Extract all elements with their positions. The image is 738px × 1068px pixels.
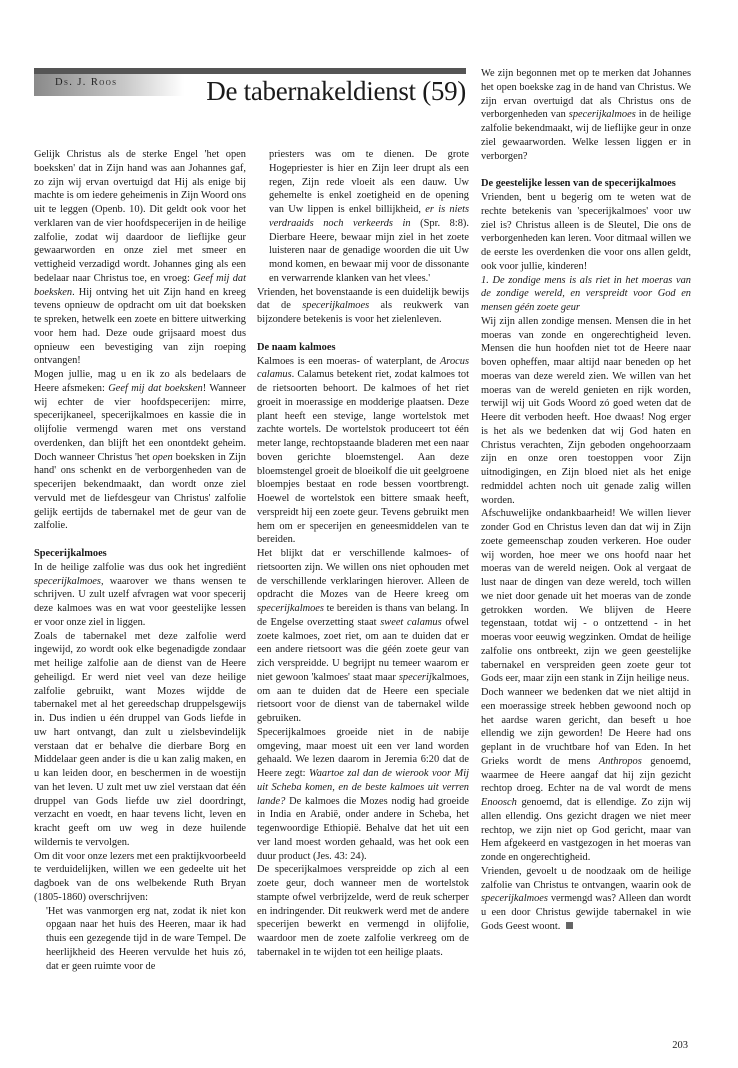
article-title <box>155 78 466 105</box>
quote: priesters was om te dienen. De grote Hogepriester is hier en Zijn leer drupt als een regen, Zijn rede vloeit als een dauw. Uw gehemelte is enkel zoetigheid en de opening van Uw lippen is enkel billijkheid, er is niets verdraaids noch verkeerds in (Spr. 8:8). Dierbare Heere, bewaar mijn ziel in het zoete luisteren naar de genadige woorden die uit Uw mond komen, en bewaar mij voor de dissonante en verwarrende klanken van het vlees.' <box>269 149 470 284</box>
page-number: 203 <box>672 1040 688 1051</box>
paragraph: Specerijkalmoes groeide niet in de nabije omgeving, maar moest uit een ver land worden gehaald. We lezen daarom in Jeremia 6:20 dat de Heere zegt: Waartoe zal dan de wierook voor Mij uit Scheba komen, en de beste kalmoes uit verren lande? De kalmoes die Mozes nodig had groeide in India en Arabië, onder andere in Scheba, het tegenwoordige Ethiopië. Behalve dat het uit een ver land moest worden gehaald, was het ook een duur product (Jes. 43: 24). <box>257 726 469 862</box>
paragraph: Vrienden, het bovenstaande is een duidelijk bewijs dat de specerijkalmoes als reukwerk van bijzondere betekenis is voor het zielenleven. <box>257 286 469 325</box>
column-2 <box>257 148 469 960</box>
paragraph: Mogen jullie, mag u en ik zo als bedelaars de Heere afsmeken: Geef mij dat boeksken! Wanneer wij echter de vier hoofdspecerijen: mirre, specerijkaneel, specerijkalmoes en kassie die in olijfolie vermengd waren met ons verstand overdenken, dan blijft het een onontdekt geheim. Doch wanneer Christus 'het open boeksken in Zijn hand' ons schenkt en de verborgenheden van de specerijen bekendmaakt, dan wordt onze ziel vervuld met de liefdesgeur van Christus' zalfolie gelijk eertijds de tabernakel met de geur van de zalfolie. <box>34 369 247 532</box>
paragraph: De specerijkalmoes verspreidde op zich al een zoete geur, doch wanneer men de wortelstok stampte ofwel verbrijzelde, werd de reuk scherper en indringender. Dit reukwerk werd met de andere specerijen bewerkt en vermengd in olijfolie, waardoor men de zoete zalfolie verkreeg om de tabernakel in te wijden tot een heilige plaats. <box>257 864 469 958</box>
section-heading: De geestelijke lessen van de specerijkalmoes <box>481 178 676 190</box>
paragraph: We zijn begonnen met op te merken dat Johannes het open boekske zag in de hand van Christus. We zijn ervan overtuigd dat als Christus ons de verborgenheden van specerijkalmoes in de heilige zalfolie bekendmaakt, wij de lieflijke geur in onze ziel gewaarworden. Welke lessen liggen er in verborgen? <box>481 68 691 162</box>
title-text: De tabernakeldienst <box>206 76 416 106</box>
end-of-article-square-icon <box>566 922 573 929</box>
paragraph: Zoals de tabernakel met deze zalfolie werd ingewijd, zo wordt ook elke begenadigde zondaar met heilige zalfolie aan de dienst van de Heere geheiligd. Er werd niet veel van deze heilige zalfolie gebruikt, want Mozes wijdde de tabernakel met al het gereedschap druppelsgewijs in. Dus indien u één druppel van Gods liefde in uw hart ontvangt, dan zult u zielsbevindelijk verstaan dat er behalve die dierbare Borg en Middelaar geen ander is die u kan zalig maken, en u kan leiden door, en beschermen in de woestijn van het leven. U zult met uw ziel verstaan dat één druppel van Gods liefde uw ziel doordringt, verzacht en voedt, en haar tevens licht, leven en kracht geeft om uw weg in deze huilende wildernis te vervolgen. <box>34 630 246 848</box>
paragraph: Kalmoes is een moeras- of waterplant, de Arocus calamus. Calamus betekent riet, zodat kalmoes tot de rietsoorten behoort. De kalmoes of het riet groeit in moerassige en modderige plaatsen. Deze plant heeft een stevige, lange wortelstok met zachte wortels. De wortelstok produceert tot één meter lange, rechtopstaande bladeren met een naar boven gerichte bloemstengel. Aan deze bloemstengel groeit de bloeikolf die uit geelgroene bloempjes bestaat en rode bessen voortbrengt. Hoewel de wortelstok een bittere smaak heeft, verspreidt hij een zoete geur. Tevens gebruikt men hem om er specerijen en geneesmiddelen van te bereiden. <box>257 355 469 546</box>
paragraph: Het blijkt dat er verschillende kalmoes- of rietsoorten zijn. We willen ons niet ophouden met de verschillende verklaringen hierover. Alleen de opdracht die Mozes van de Heere kreeg om specerijkalmoes te bereiden is thans van belang. In de Engelse overzetting staat sweet calamus ofwel zoete kalmoes, zoet riet, om aan te duiden dat er een andere rietsoort was die géén zoete geur van zich verspreidde. U begrijpt nu temeer waarom er niet gewoon 'kalmoes' staat maar specerijkalmoes, om aan te duiden dat de Heere een speciale rietsoort voor de dienst van de tabernakel wilde gebruiken. <box>257 548 469 724</box>
paragraph: Gelijk Christus als de sterke Engel 'het open boeksken' dat in Zijn hand was aan Johannes gaf, zo zijn wij ervan overtuigd dat Hij als enige bij machte is om iedere geheimenis in Zijn Woord ons uit te leggen (Openb. 10). Dit geldt ook voor het verklaren van de vier hoofdspecerijen in de heilige zalfolie, zodat wij daardoor de lieflijke geur gewaarworden en onze ziel met smeer en vettigheid verzadigd wordt. Johannes ging als een bedelaar naar Christus toe, en vroeg: Geef mij dat boeksken. Hij ontving het uit Zijn hand en kreeg tevens opnieuw de opdracht om uit dat boeksken te spreken, hetwelk een zoete en bittere uitwerking voor hem had. Deze oude grijsaard moest dus opnieuw een bevestiging van zijn roeping ontvangen! <box>34 149 246 367</box>
paragraph: Om dit voor onze lezers met een praktijkvoorbeeld te verduidelijken, willen we een gedeelte uit het dagboek van de ons welbekende Ruth Bryan (1805-1860) overschrijven: <box>34 850 246 903</box>
section-heading: De naam kalmoes <box>257 341 336 353</box>
paragraph: Doch wanneer we bedenken dat we niet altijd in een moerassige streek hebben gewoond noch op het aardse waren gericht, dan beseft u hoe ellendig we zijn geworden! De Heere had ons geplant in de vruchtbare hof van Eden. In het Grieks wordt de mens Anthropos genoemd, waarmee de Heere aangaf dat hij zijn gezicht rechtop droeg. Echter na de val wordt de mens Enoosch genoemd, dat is ellendige. Zo zijn wij allen ellendig. Ons gezicht dragen we niet meer rechtop, we zijn niet op God gericht, maar van Hem afgekeerd en vastgezogen in het moeras van zonde en ongerechtigheid. <box>481 687 691 863</box>
column-3 <box>481 67 691 934</box>
author-name: Ds. J. Roos <box>55 77 118 88</box>
paragraph: Vrienden, gevoelt u de noodzaak om de heilige zalfolie van Christus te ontvangen, waarin ook de specerijkalmoes vermengd was? Alleen dan wordt u een door Christus gewijde tabernakel in wie Gods Geest woont. <box>481 865 691 932</box>
paragraph: Vrienden, bent u begerig om te weten wat de rechte betekenis van 'specerijkalmoes' voor uw ziel is? Christus alleen is de Sleutel, Die ons de verborgenheden kan leren. Voor ditmaal willen we de eerste les overdenken die voor ons allen geldt, ook voor jullie, kinderen! <box>481 192 691 272</box>
column-1 <box>34 148 246 973</box>
section-heading: Specerijkalmoes <box>34 548 107 559</box>
series-number: (59) <box>422 76 466 106</box>
paragraph: Afschuwelijke ondankbaarheid! We willen liever zonder God en Christus leven dan dat wij in Zijn zoete gemeenschap zouden verkeren. Hoe ouder wij worden, hoe meer we ons hoofd naar het moeras van de wereld neigen. Ook al vergaat de lust naar de dingen van deze wereld, toch willen we niet door genade uit het moeras van de zonde getrokken worden. We blijven de Heere tegenstaan, totdat wij - o ontzettend - in het moeras voor eeuwig wegzinken. Omdat de heilige zalfolie ons ontbreekt, zijn we geen geestelijke tabernakel en verspreiden geen zoete geur tot Gods eer, maar zijn een stank in Zijn heilige neus. <box>481 508 691 685</box>
paragraph: In de heilige zalfolie was dus ook het ingrediënt specerijkalmoes, waarover we thans wensen te schrijven. U zult uzelf afvragen wat voor specerij deze kalmoes was en wat voor geestelijke lessen er voor onze ziel in liggen. <box>34 561 246 628</box>
quote: 'Het was vanmorgen erg nat, zodat ik niet kon opgaan naar het huis des Heeren, maar ik had thuis een gezegende tijd in de ware Tempel. De heerlijkheid des Heeren vervulde het huis zó, dat er geen ruimte voor de <box>46 905 246 972</box>
numbered-point: 1. De zondige mens is als riet in het moeras van de zondige wereld, en verspreidt voor God en mensen géén zoete geur <box>481 274 691 313</box>
paragraph: Wij zijn allen zondige mensen. Mensen die in het moeras van zonde en ongerechtigheid leven. Mensen die hun hoofden niet tot de Heere naar boven opheffen, maar altijd naar beneden op het moeras van deze wereld zien. We willen van het moeras van de wereld genieten en rijk worden, terwijl wij uit Gods Woord zó goed weten dat de Heere dit verboden heeft. Hoe dwaas! Nog erger is het als we bedenken dat wij God haten en Christus verachten, Zijn geboden ongehoorzaam zijn en onze oren toestoppen voor Zijn uitnodigingen, en Zijn bloed niet als het enige redmiddel achten noch uit genade zalig willen worden. <box>481 315 691 506</box>
